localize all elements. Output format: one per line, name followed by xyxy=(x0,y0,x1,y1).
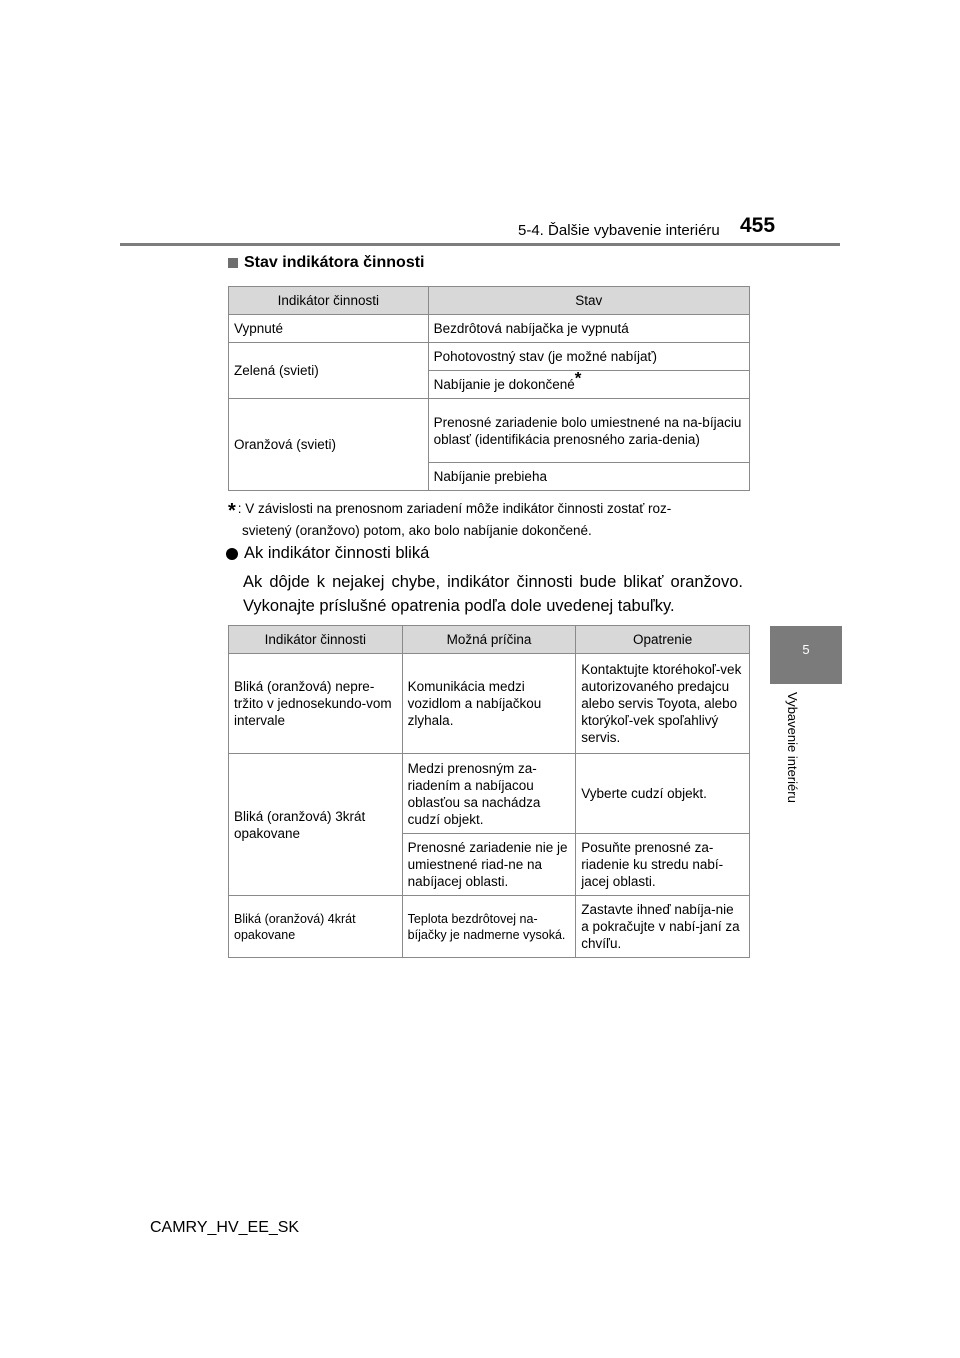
indicator-cell: Zelená (svieti) xyxy=(229,343,429,399)
footnote-mark: * xyxy=(228,500,236,522)
circle-bullet-icon xyxy=(226,548,238,560)
document-code: CAMRY_HV_EE_SK xyxy=(150,1219,300,1236)
blink-remedy-table xyxy=(228,625,750,958)
table-row xyxy=(229,754,750,834)
cause-cell: Teplota bezdrôtovej na-bíjačky je nadmerne vysoká. xyxy=(402,896,576,958)
action-cell: Vyberte cudzí objekt. xyxy=(576,754,750,834)
blink-heading xyxy=(226,544,429,563)
table-row xyxy=(229,315,750,343)
section-heading xyxy=(228,254,424,272)
chapter-label-text: Vybavenie interiéru xyxy=(785,692,800,803)
state-cell: Pohotovostný stav (je možné nabíjať) xyxy=(428,343,749,371)
table-header-row xyxy=(229,287,750,315)
column-header: Opatrenie xyxy=(576,626,750,654)
footnote-line xyxy=(228,499,750,521)
header-divider xyxy=(120,243,840,246)
indicator-cell: Bliká (oranžová) nepre-tržito v jednosekundo-vom intervale xyxy=(229,654,403,754)
cause-cell: Medzi prenosným za-riadením a nabíjacou oblasťou sa nachádza cudzí objekt. xyxy=(402,754,576,834)
column-header: Indikátor činnosti xyxy=(229,626,403,654)
chapter-label xyxy=(782,692,806,822)
blink-heading-text: Ak indikátor činnosti bliká xyxy=(244,544,430,562)
page-number: 455 xyxy=(740,214,776,237)
chapter-tab xyxy=(770,626,842,684)
indicator-cell: Bliká (oranžová) 3krát opakovane xyxy=(229,754,403,896)
indicator-cell: Vypnuté xyxy=(229,315,429,343)
column-header: Indikátor činnosti xyxy=(229,287,429,315)
state-cell: Bezdrôtová nabíjačka je vypnutá xyxy=(428,315,749,343)
table-header-row xyxy=(229,626,750,654)
cause-cell: Prenosné zariadenie nie je umiestnené riad-ne na nabíjacej oblasti. xyxy=(402,834,576,896)
action-cell: Kontaktujte ktoréhokoľ-vek autorizovaného predajcu alebo servis Toyota, alebo ktorýkoľ-vek spoľahlivý servis. xyxy=(576,654,750,754)
state-cell xyxy=(428,368,749,399)
section-title: 5-4. Ďalšie vybavenie interiéru xyxy=(518,222,720,239)
section-heading-text: Stav indikátora činnosti xyxy=(244,254,425,271)
column-header: Stav xyxy=(428,287,749,315)
footnote-mark: * xyxy=(574,368,582,388)
indicator-cell: Bliká (oranžová) 4krát opakovane xyxy=(229,896,403,958)
chapter-number: 5 xyxy=(802,642,810,657)
state-text: Nabíjanie je dokončené xyxy=(433,377,575,392)
footnote-text: : V závislosti na prenosnom zariadení môže indikátor činnosti zostať roz- xyxy=(237,501,672,516)
state-cell: Nabíjanie prebieha xyxy=(428,463,749,491)
table-row xyxy=(229,343,750,371)
indicator-cell: Oranžová (svieti) xyxy=(229,399,429,491)
cause-cell: Komunikácia medzi vozidlom a nabíjačkou zlyhala. xyxy=(402,654,576,754)
state-cell: Prenosné zariadenie bolo umiestnené na na-bíjaciu oblasť (identifikácia prenosného zaria-denia) xyxy=(428,399,749,463)
footnote xyxy=(228,499,750,541)
indicator-status-table xyxy=(228,286,750,491)
table-row xyxy=(229,654,750,754)
footnote-line: svietený (oranžovo) potom, ako bolo nabíjanie dokončené. xyxy=(242,523,592,538)
action-cell: Posuňte prenosné za-riadenie ku stredu nabí-jacej oblasti. xyxy=(576,834,750,896)
square-bullet-icon xyxy=(228,258,238,268)
table-row xyxy=(229,896,750,958)
action-cell: Zastavte ihneď nabíja-nie a pokračujte v nabí-janí za chvíľu. xyxy=(576,896,750,958)
column-header: Možná príčina xyxy=(402,626,576,654)
table-row xyxy=(229,399,750,463)
blink-paragraph: Ak dôjde k nejakej chybe, indikátor činnosti bude blikať oranžovo. Vykonajte príslušné opatrenia podľa dole uvedenej tabuľky. xyxy=(243,573,743,615)
